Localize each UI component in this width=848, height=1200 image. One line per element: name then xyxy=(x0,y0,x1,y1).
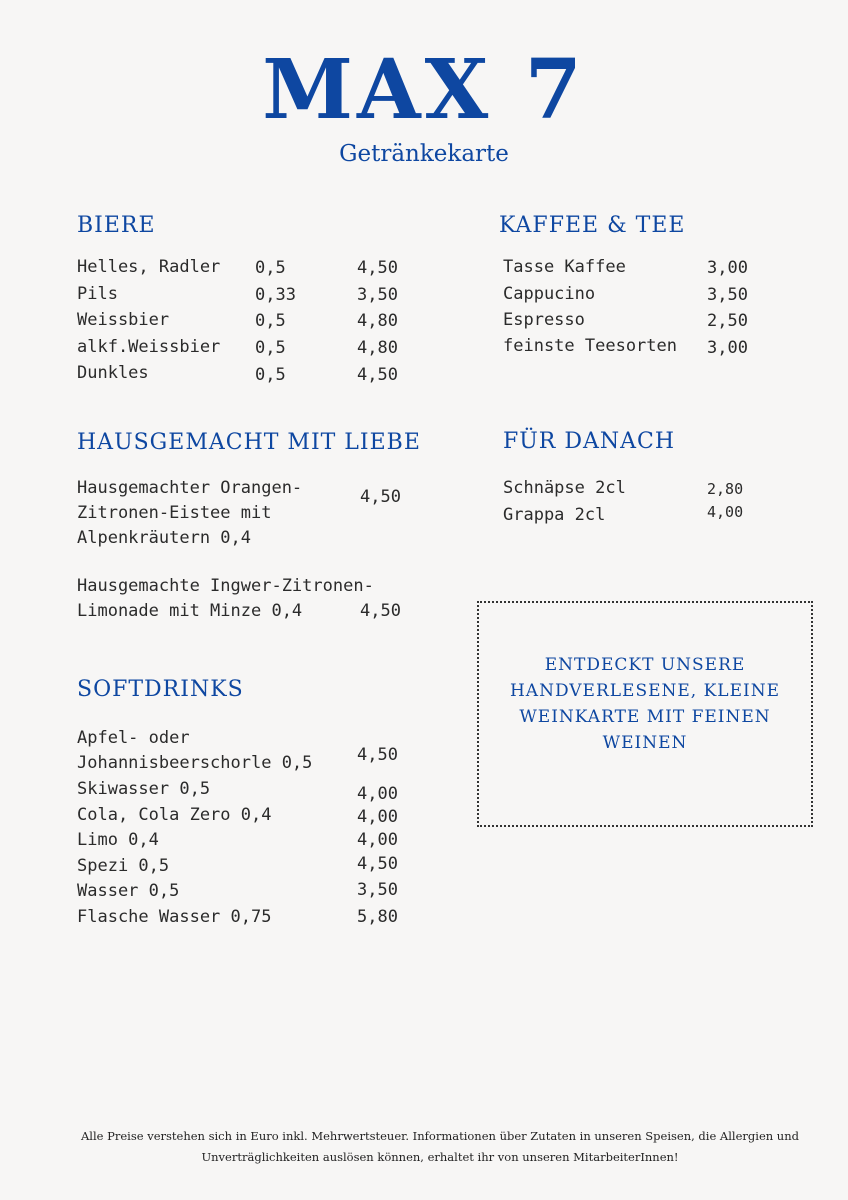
softdrink-price: 4,50 xyxy=(357,854,398,874)
beer-name: alkf.Weissbier xyxy=(77,337,221,357)
beer-price: 3,50 xyxy=(357,285,398,305)
coffee-name: Cappucino xyxy=(503,284,596,304)
wine-notice-line: WEINKARTE MIT FEINEN xyxy=(519,707,771,727)
softdrink-price: 4,00 xyxy=(357,807,398,827)
beer-name: Dunkles xyxy=(77,363,149,383)
section-heading-kaffee: KAFFEE & TEE xyxy=(499,213,686,238)
homemade-line: Limonade mit Minze 0,4 xyxy=(77,601,303,621)
beer-size: 0,33 xyxy=(255,285,296,305)
beer-size: 0,5 xyxy=(255,311,286,331)
footer-note xyxy=(60,1126,820,1168)
beer-price: 4,80 xyxy=(357,338,398,358)
wine-notice-line: WEINEN xyxy=(602,733,688,753)
wine-notice-line: ENTDECKT UNSERE xyxy=(544,655,746,675)
section-heading-hausgemacht: HAUSGEMACHT MIT LIEBE xyxy=(77,430,421,455)
coffee-price: 3,00 xyxy=(707,338,748,358)
coffee-price: 2,50 xyxy=(707,311,748,331)
homemade-price: 4,50 xyxy=(360,487,401,507)
softdrink-price: 4,00 xyxy=(357,784,398,804)
softdrink-price: 4,00 xyxy=(357,830,398,850)
beer-size: 0,5 xyxy=(255,365,286,385)
section-heading-softdrinks: SOFTDRINKS xyxy=(77,677,244,702)
beer-size: 0,5 xyxy=(255,338,286,358)
beer-price: 4,50 xyxy=(357,365,398,385)
beer-name: Helles, Radler xyxy=(77,257,221,277)
softdrink-name: Spezi 0,5 xyxy=(77,856,170,876)
softdrink-name: Wasser 0,5 xyxy=(77,881,180,901)
coffee-price: 3,00 xyxy=(707,258,748,278)
softdrink-name: Cola, Cola Zero 0,4 xyxy=(77,805,272,825)
coffee-name: Espresso xyxy=(503,310,585,330)
digestif-name: Grappa 2cl xyxy=(503,505,606,525)
homemade-line: Hausgemachter Orangen- xyxy=(77,478,303,498)
footer-line: Unverträglichkeiten auslösen können, erhaltet ihr von unseren MitarbeiterInnen! xyxy=(201,1150,679,1164)
homemade-line: Zitronen-Eistee mit xyxy=(77,503,272,523)
softdrink-line: Apfel- oder xyxy=(77,728,190,748)
menu-subtitle: Getränkekarte xyxy=(339,141,509,167)
softdrink-name: Limo 0,4 xyxy=(77,830,159,850)
digestif-price: 4,00 xyxy=(707,503,744,521)
digestif-price: 2,80 xyxy=(707,480,744,498)
softdrink-name: Skiwasser 0,5 xyxy=(77,779,211,799)
softdrink-price: 4,50 xyxy=(357,745,398,765)
menu-title: MAX 7 xyxy=(262,42,586,138)
digestif-name: Schnäpse 2cl xyxy=(503,478,626,498)
coffee-name: Tasse Kaffee xyxy=(503,257,626,277)
section-heading-biere: BIERE xyxy=(77,213,156,238)
section-heading-danach: FÜR DANACH xyxy=(503,429,676,454)
beer-price: 4,80 xyxy=(357,311,398,331)
beer-price: 4,50 xyxy=(357,258,398,278)
beer-size: 0,5 xyxy=(255,258,286,278)
softdrink-line: Johannisbeerschorle 0,5 xyxy=(77,753,313,773)
homemade-price: 4,50 xyxy=(360,601,401,621)
wine-notice-text xyxy=(490,652,800,756)
footer-line: Alle Preise verstehen sich in Euro inkl. Mehrwertsteuer. Informationen über Zutaten in unseren Speisen, die Allergien und xyxy=(81,1129,799,1143)
softdrink-price: 5,80 xyxy=(357,907,398,927)
beer-name: Pils xyxy=(77,284,118,304)
softdrink-name: Flasche Wasser 0,75 xyxy=(77,907,272,927)
coffee-price: 3,50 xyxy=(707,285,748,305)
beer-name: Weissbier xyxy=(77,310,170,330)
homemade-line: Alpenkräutern 0,4 xyxy=(77,528,251,548)
coffee-name: feinste Teesorten xyxy=(503,336,677,356)
softdrink-price: 3,50 xyxy=(357,880,398,900)
homemade-line: Hausgemachte Ingwer-Zitronen- xyxy=(77,576,374,596)
wine-notice-line: HANDVERLESENE, KLEINE xyxy=(509,681,781,701)
